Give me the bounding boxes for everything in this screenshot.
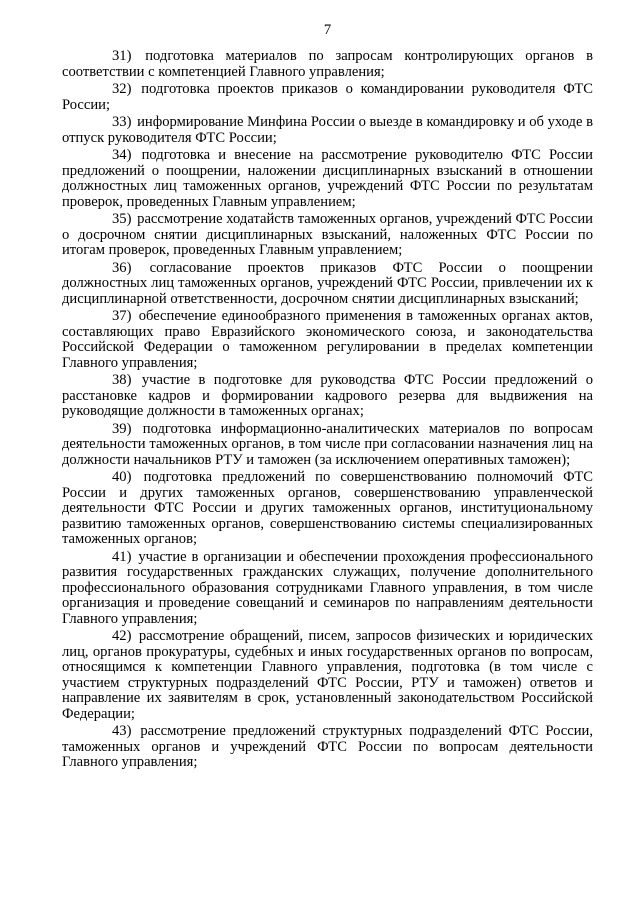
item-text: рассмотрение предложений структурных подразделений ФТС России, таможенных органов и учреждений ФТС России по вопросам деятельности Главного управления;	[62, 723, 593, 770]
list-item	[62, 422, 593, 469]
item-text: согласование проектов приказов ФТС России о поощрении должностных лиц таможенных органов, учреждений ФТС России, привлечении их к дисциплинарной ответственности, досрочном снятии дисциплинарных взысканий;	[62, 259, 593, 307]
item-number: 35)	[112, 211, 132, 227]
list-item	[62, 470, 593, 548]
item-text: подготовка и внесение на рассмотрение руководителю ФТС России предложений о поощрении, наложении дисциплинарных взысканий в отношении должностных лиц таможенных органов, учреждений ФТС России по результатам проверок, проведенных Главным управлением;	[62, 147, 593, 210]
item-number: 43)	[112, 723, 132, 739]
duties-list	[62, 49, 593, 771]
item-text: участие в подготовке для руководства ФТС России предложений о расстановке кадров и формировании кадрового резерва для выдвижения на руководящие должности в таможенных органах;	[62, 372, 593, 419]
list-item	[62, 115, 593, 146]
item-number: 40)	[112, 469, 132, 485]
item-number: 34)	[112, 147, 132, 163]
list-item	[62, 373, 593, 420]
list-item	[62, 550, 593, 628]
list-item	[62, 309, 593, 371]
list-item	[62, 261, 593, 308]
item-number: 32)	[112, 81, 132, 97]
list-item	[62, 148, 593, 210]
item-text: информирование Минфина России о выезде в командировку и об уходе в отпуск руководителя ФТС России;	[62, 114, 593, 146]
item-text: подготовка материалов по запросам контролирующих органов в соответствии с компетенцией Главного управления;	[62, 48, 593, 80]
list-item	[62, 629, 593, 722]
list-item	[62, 82, 593, 113]
item-number: 41)	[112, 548, 132, 565]
item-number: 37)	[112, 308, 132, 324]
item-number: 36)	[112, 259, 132, 276]
list-item	[62, 212, 593, 259]
item-number: 38)	[112, 372, 132, 388]
item-number: 42)	[112, 628, 132, 644]
item-number: 33)	[112, 114, 132, 130]
page-number: 7	[323, 22, 332, 38]
item-text: рассмотрение ходатайств таможенных органов, учреждений ФТС России о досрочном снятии дисциплинарных взысканий, наложенных ФТС России по итогам проверок, проведенных Главным управлением;	[62, 211, 593, 258]
item-number: 39)	[112, 420, 132, 437]
item-text: рассмотрение обращений, писем, запросов физических и юридических лиц, органов прокуратуры, судебных и иных государственных органов по вопросам, относящимся к компетенции Главного управления, подготовка (в том числе с участием структурных подразделений ФТС России, РТУ и таможен) ответов и направление их заявителям в срок, установленный законодательством Российской Федерации;	[62, 628, 593, 722]
list-item	[62, 724, 593, 771]
list-item	[62, 49, 593, 80]
item-number: 31)	[112, 48, 132, 64]
item-text: подготовка предложений по совершенствованию полномочий ФТС России и других таможенных органов, совершенствованию управленческой деятельности ФТС России и других таможенных органов, институциональному развитию таможенных органов, совершенствованию системы специализированных таможенных органов;	[62, 469, 593, 547]
item-text: обеспечение единообразного применения в таможенных органах актов, составляющих право Евразийского экономического союза, и законодательства Российской Федерации о таможенном регулировании в пределах компетенции Главного управления;	[62, 308, 593, 371]
item-text: подготовка информационно-аналитических материалов по вопросам деятельности таможенных органов, в том числе при согласовании назначения лиц на должности начальников РТУ и таможен (за исключением оперативных таможен);	[62, 420, 593, 468]
item-text: участие в организации и обеспечении прохождения профессионального развития государственных гражданских служащих, получение дополнительного профессионального образования сотрудниками Главного управления, в том числе организация и проведение совещаний и семинаров по направлениям деятельности Главного управления;	[62, 548, 594, 627]
item-text: подготовка проектов приказов о командировании руководителя ФТС России;	[62, 81, 594, 113]
